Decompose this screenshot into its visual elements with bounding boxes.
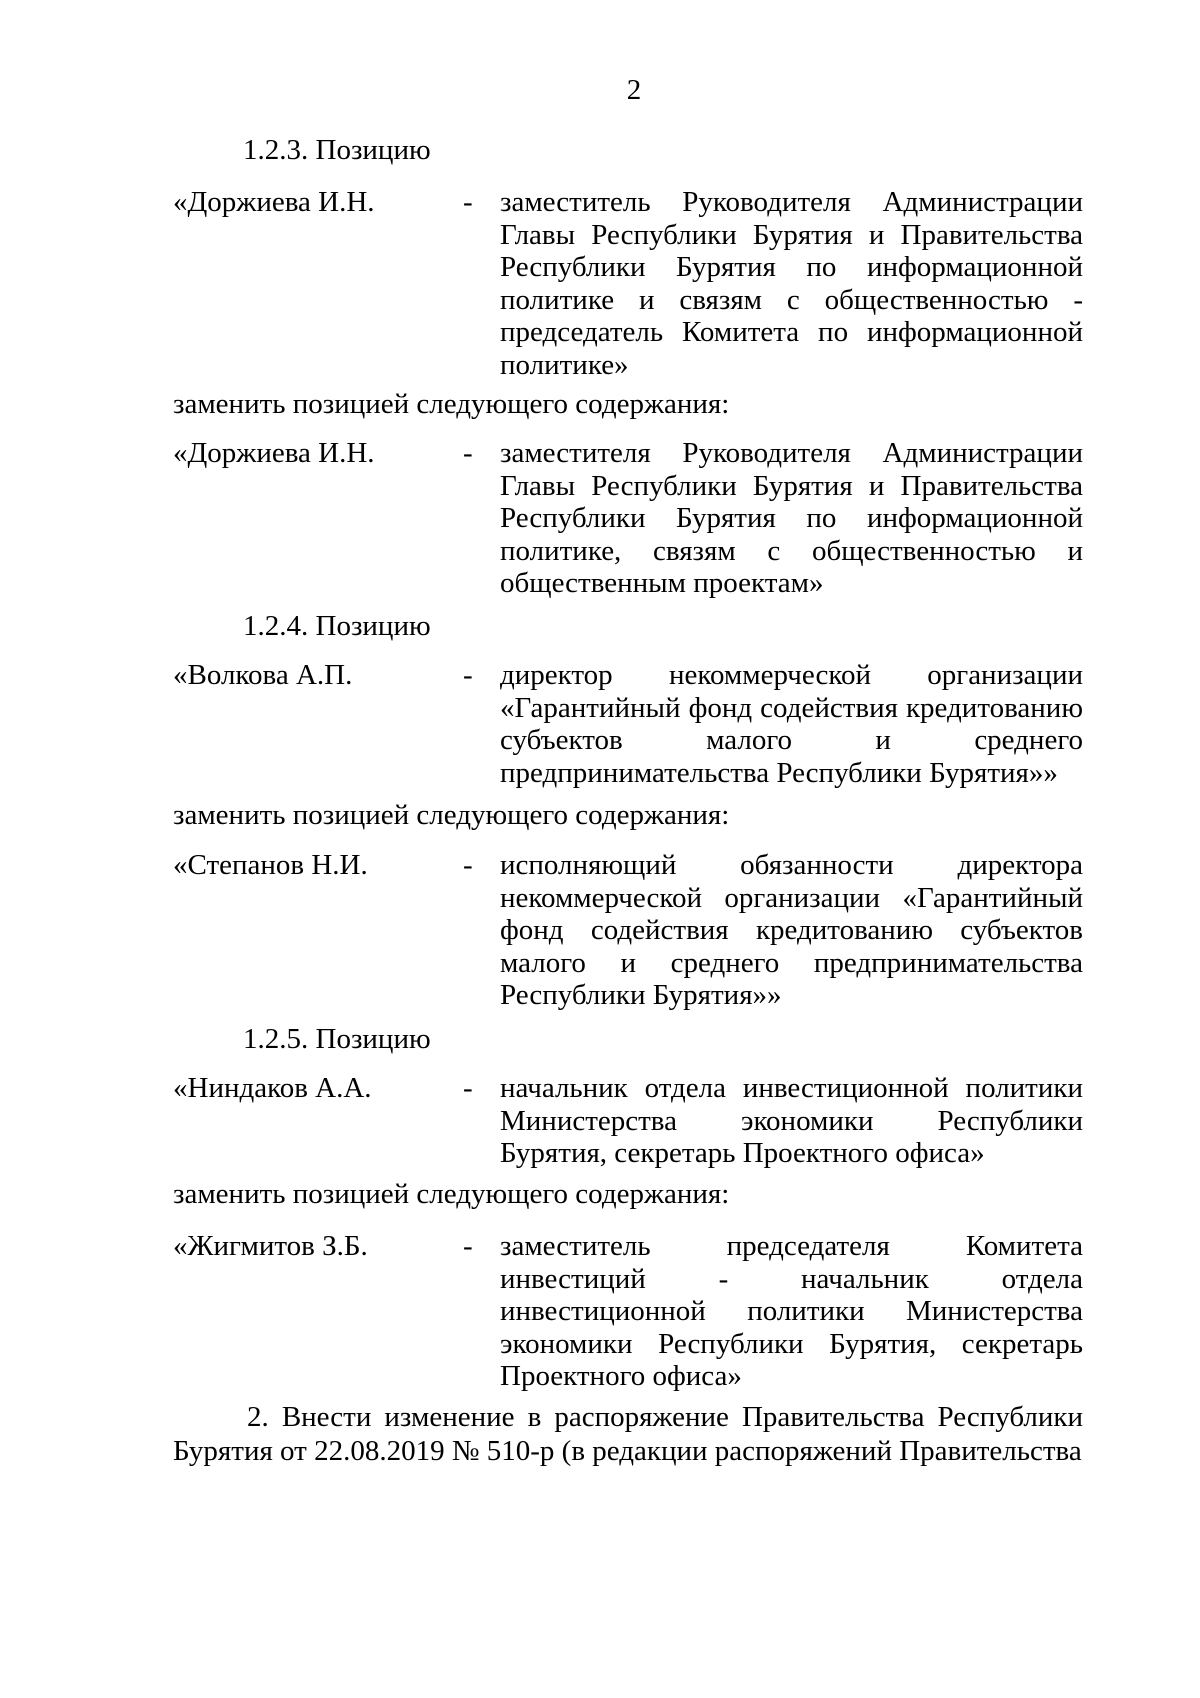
- entry-name: «Доржиева И.Н.: [173, 186, 375, 218]
- entry-dash: -: [463, 659, 473, 691]
- entry-name: «Жигмитов З.Б.: [173, 1230, 368, 1262]
- new-entry: [173, 849, 1083, 1012]
- entry-name: «Доржиева И.Н.: [173, 437, 375, 469]
- old-entry: [173, 1072, 1083, 1170]
- section-heading: 1.2.3. Позицию: [243, 134, 431, 166]
- entry-dash: -: [463, 186, 473, 218]
- old-entry: [173, 659, 1083, 789]
- entry-dash: -: [463, 1072, 473, 1104]
- entry-description: заместитель председателя Комитета инвестиций - начальник отдела инвестиционной политики Министерства экономики Республики Бурятия, секретарь Проектного офиса»: [500, 1230, 1083, 1392]
- entry-dash: -: [463, 1230, 473, 1262]
- new-entry: [173, 437, 1083, 600]
- entry-dash: -: [463, 437, 473, 469]
- old-entry: [173, 186, 1083, 381]
- section-heading: 1.2.4. Позицию: [243, 610, 431, 642]
- entry-description: начальник отдела инвестиционной политики Министерства экономики Республики Бурятия, секретарь Проектного офиса»: [500, 1072, 1083, 1169]
- entry-dash: -: [463, 849, 473, 881]
- entry-description: исполняющий обязанности директора некоммерческой организации «Гарантийный фонд содействия кредитованию субъектов малого и среднего предпринимательства Республики Бурятия»»: [500, 849, 1083, 1011]
- section-heading: 1.2.5. Позицию: [243, 1023, 431, 1055]
- final-paragraph: 2. Внести изменение в распоряжение Правительства Республики Бурятия от 22.08.2019 № 510-р (в редакции распоряжений Правительства: [173, 1401, 1083, 1467]
- entry-description: директор некоммерческой организации «Гарантийный фонд содействия кредитованию субъектов малого и среднего предпринимательства Республики Бурятия»»: [500, 659, 1083, 789]
- entry-name: «Ниндаков А.А.: [173, 1072, 372, 1104]
- entry-name: «Степанов Н.И.: [173, 849, 368, 881]
- new-entry: [173, 1230, 1083, 1393]
- entry-description: заместителя Руководителя Администрации Главы Республики Бурятия и Правительства Республики Бурятия по информационной политике, связям с общественностью и общественным проектам»: [500, 437, 1083, 599]
- replace-text: заменить позицией следующего содержания:: [173, 1178, 730, 1210]
- entry-name: «Волкова А.П.: [173, 659, 353, 691]
- replace-text: заменить позицией следующего содержания:: [173, 799, 730, 831]
- entry-description: заместитель Руководителя Администрации Главы Республики Бурятия и Правительства Республики Бурятия по информационной политике и связям с общественностью - председатель Комитета по информационной политике»: [500, 186, 1083, 381]
- replace-text: заменить позицией следующего содержания:: [173, 388, 730, 420]
- page-number: 2: [626, 74, 642, 106]
